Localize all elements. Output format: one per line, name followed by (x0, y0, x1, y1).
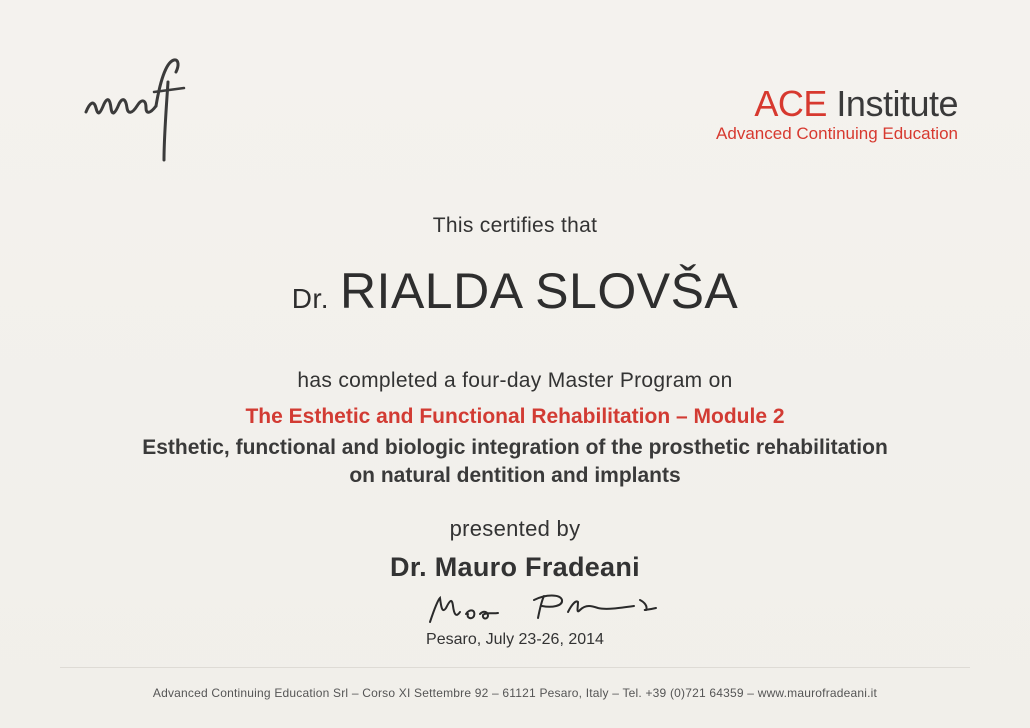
ace-word: Institute (836, 83, 958, 124)
mf-monogram-icon (80, 52, 190, 172)
footer-divider (60, 667, 970, 668)
certifies-intro: This certifies that (432, 214, 598, 237)
footer-contact: Advanced Continuing Education Srl – Corso XI Settembre 92 – 61121 Pesaro, Italy – Tel. +39 (0)721 64359 – www.maurofradeani.it (152, 686, 878, 700)
handwritten-signature (420, 588, 670, 628)
ace-institute-logo (716, 84, 958, 144)
signature-icon (420, 588, 670, 628)
presented-by-label: presented by (449, 516, 581, 541)
presenter-name: Dr. Mauro Fradeani (390, 552, 640, 582)
ace-institute-title (716, 84, 958, 124)
ace-subtitle: Advanced Continuing Education (716, 124, 958, 143)
completion-text: has completed a four-day Master Program on (297, 369, 733, 392)
recipient-prefix: Dr. (291, 283, 329, 314)
course-title: The Esthetic and Functional Rehabilitation – Module 2 (245, 405, 785, 428)
course-description-line2: on natural dentition and implants (349, 464, 681, 487)
ace-acronym: ACE (754, 83, 827, 124)
place-date: Pesaro, July 23-26, 2014 (426, 631, 604, 648)
course-description-line1: Esthetic, functional and biologic integration of the prosthetic rehabilitation (142, 436, 888, 459)
mf-monogram-logo (80, 52, 190, 172)
recipient-name: RIALDA SLOVŠA (339, 263, 739, 319)
recipient-line (0, 262, 1030, 320)
